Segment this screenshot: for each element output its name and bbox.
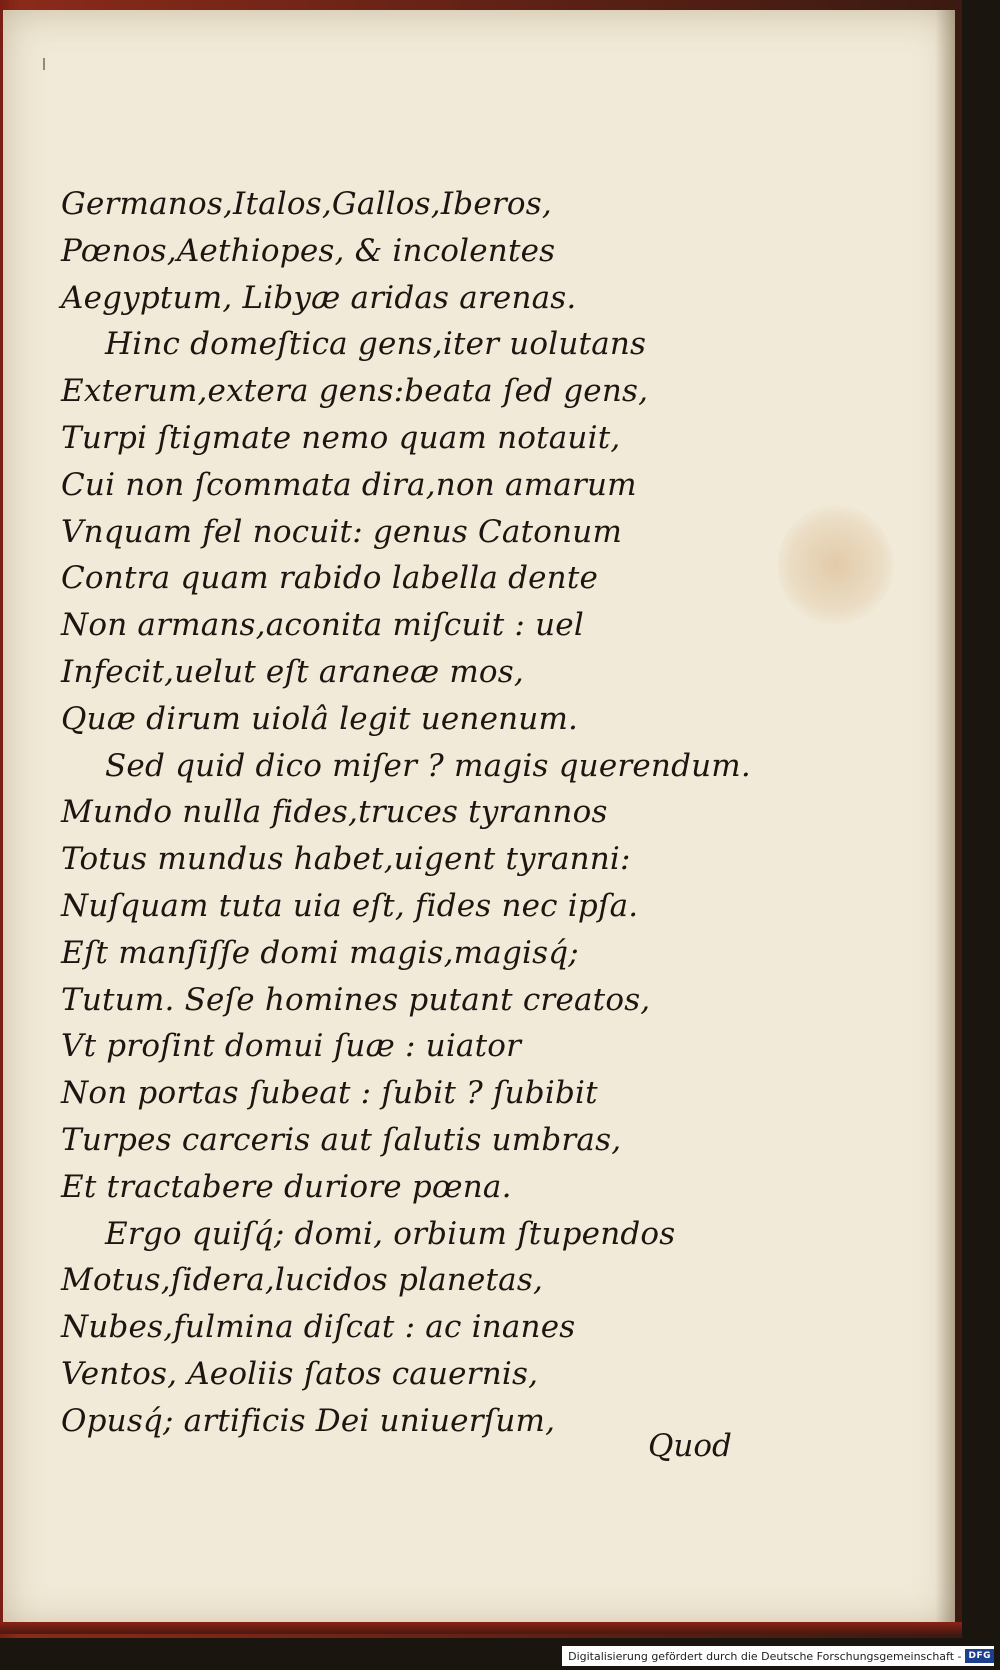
poem-line: Tutum. Seſe homines putant creatos, (61, 981, 651, 1018)
poem-line: Motus,ſidera,lucidos planetas, (61, 1262, 544, 1299)
poem-line: Turpes carceris aut ſalutis umbras, (61, 1121, 622, 1158)
poem-line: Vt proſint domui ſuæ : uiator (61, 1028, 522, 1065)
book-bottom-edge (0, 1622, 962, 1634)
poem-line: Nuſquam tuta uia eſt, fides nec ipſa. (61, 887, 639, 924)
poem-text (61, 181, 751, 1445)
poem-line: Nubes,fulmina diſcat : ac inanes (61, 1309, 576, 1346)
poem-line: Ventos, Aeoliis ſatos cauernis, (61, 1355, 539, 1392)
poem-line: Et tractabere duriore pœna. (61, 1168, 512, 1205)
poem-line: Infecit,uelut eſt araneæ mos, (61, 653, 524, 690)
poem-line: Totus mundus habet,uigent tyranni: (61, 841, 631, 878)
poem-line: Exterum,extera gens:beata ſed gens, (61, 373, 649, 410)
poem-line: Pœnos,Aethiopes, & incolentes (61, 232, 556, 269)
poem-line: Quæ dirum uiolâ legit uenenum. (61, 700, 579, 737)
paper-stain (778, 505, 893, 625)
paper-mark (43, 58, 45, 70)
poem-line: Germanos,Italos,Gallos,Iberos, (61, 186, 552, 222)
poem-line: Contra quam rabido labella dente (61, 560, 599, 597)
poem-line: Non armans,aconita miſcuit : uel (61, 607, 584, 644)
digitization-footer (562, 1646, 994, 1666)
poem-line: Sed quid dico miſer ? magis querendum. (105, 747, 751, 784)
poem-line: Hinc domeſtica gens,iter uolutans (105, 326, 647, 363)
poem-line: Aegyptum, Libyæ aridas arenas. (61, 279, 577, 316)
dfg-logo: DFG (965, 1649, 994, 1663)
book-page (3, 10, 955, 1628)
poem-line: Turpi ſtigmate nemo quam notauit, (61, 419, 621, 456)
poem-line: Mundo nulla fides,truces tyrannos (61, 794, 608, 831)
poem-line: Ergo quiſq́; domi, orbium ſtupendos (105, 1215, 676, 1252)
poem-line: Vnquam fel nocuit: genus Catonum (61, 513, 623, 550)
poem-line: Eſt manſiſſe domi magis,magisq́; (61, 934, 579, 971)
poem-line: Non portas ſubeat : ſubit ? ſubibit (61, 1075, 598, 1112)
footer-credit: Digitalisierung gefördert durch die Deutsche Forschungsgemeinschaft - (568, 1649, 962, 1663)
poem-line: Opusq́; artificis Dei uniuerſum, (61, 1402, 556, 1439)
catchword: Quod (648, 1428, 732, 1464)
poem-line: Cui non ſcommata dira,non amarum (61, 466, 637, 503)
